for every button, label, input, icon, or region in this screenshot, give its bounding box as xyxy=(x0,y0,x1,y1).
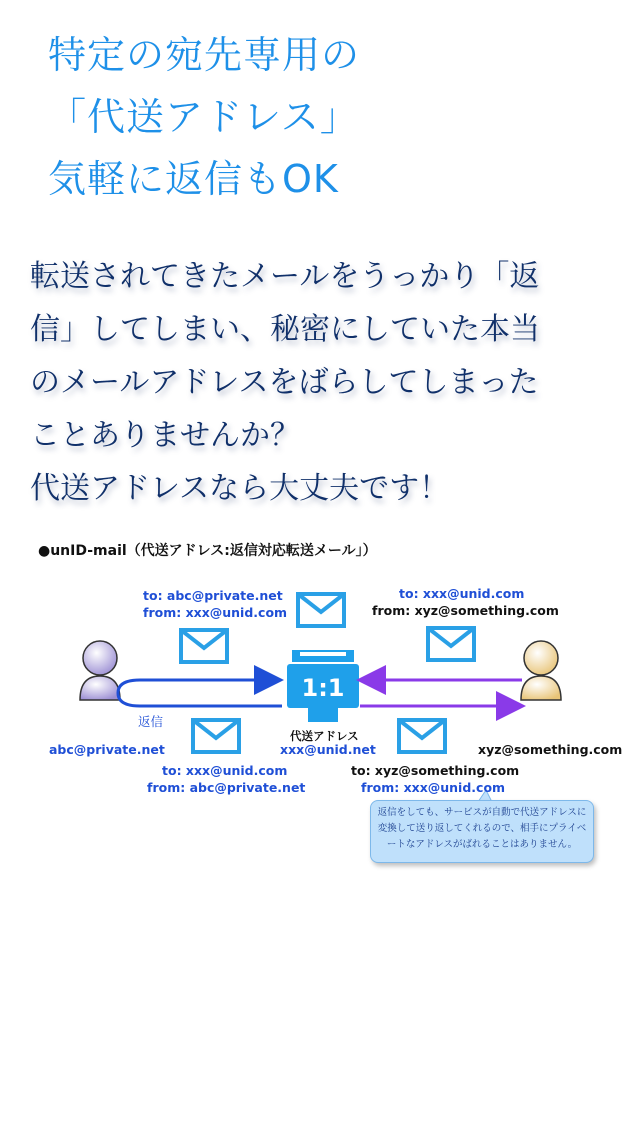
right-user-icon xyxy=(521,641,561,700)
left-address-label: abc@private.net xyxy=(49,742,165,757)
description-line-4: ことありませんか？ xyxy=(30,418,300,453)
envelope-icon xyxy=(181,630,227,662)
right-address-label: xyz@something.com xyxy=(478,742,623,757)
info-callout xyxy=(370,800,594,863)
top-right-to-label: to: xxx@unid.com xyxy=(399,586,525,601)
description-line-5: 代送アドレスなら大丈夫です！ xyxy=(30,471,450,506)
forwarding-server-icon xyxy=(287,650,359,722)
envelope-icon xyxy=(428,628,474,660)
envelope-icon xyxy=(298,594,344,626)
description-line-3: のメールアドレスをばらしてしまった xyxy=(30,365,539,400)
diagram-title: ●unID-mail（代送アドレス:返信対応転送メール」） xyxy=(38,543,377,559)
center-box-label: 1:1 xyxy=(301,674,345,702)
callout-text: 返信をしても、サービスが自動で代送アドレスに変換して送り返してくれるので、相手にプライベートなアドレスがばれることはありません。 xyxy=(377,807,587,850)
left-user-icon xyxy=(80,641,120,700)
reply-label: 返信 xyxy=(138,714,164,729)
envelope-icon xyxy=(399,720,445,752)
headline-line-3: 気軽に返信もOK xyxy=(48,157,339,201)
bottom-right-to-label: to: xyz@something.com xyxy=(351,763,520,778)
headline-line-1: 特定の宛先専用の xyxy=(48,33,361,77)
center-name-label: 代送アドレス xyxy=(290,729,359,743)
top-left-from-label: from: xxx@unid.com xyxy=(143,605,288,620)
top-right-from-label: from: xyz@something.com xyxy=(372,603,559,618)
description-line-2: 信」してしまい、秘密にしていた本当 xyxy=(30,312,540,347)
bottom-left-to-label: to: xxx@unid.com xyxy=(162,763,288,778)
center-address-label: xxx@unid.net xyxy=(280,742,376,757)
reply-arrow xyxy=(118,680,282,706)
bottom-right-from-label: from: xxx@unid.com xyxy=(361,780,506,795)
headline-line-2: 「代送アドレス」 xyxy=(48,95,359,139)
description-line-1: 転送されてきたメールをうっかり「返 xyxy=(30,259,540,294)
bottom-left-from-label: from: abc@private.net xyxy=(147,780,306,795)
envelope-icon xyxy=(193,720,239,752)
top-left-to-label: to: abc@private.net xyxy=(143,588,283,603)
